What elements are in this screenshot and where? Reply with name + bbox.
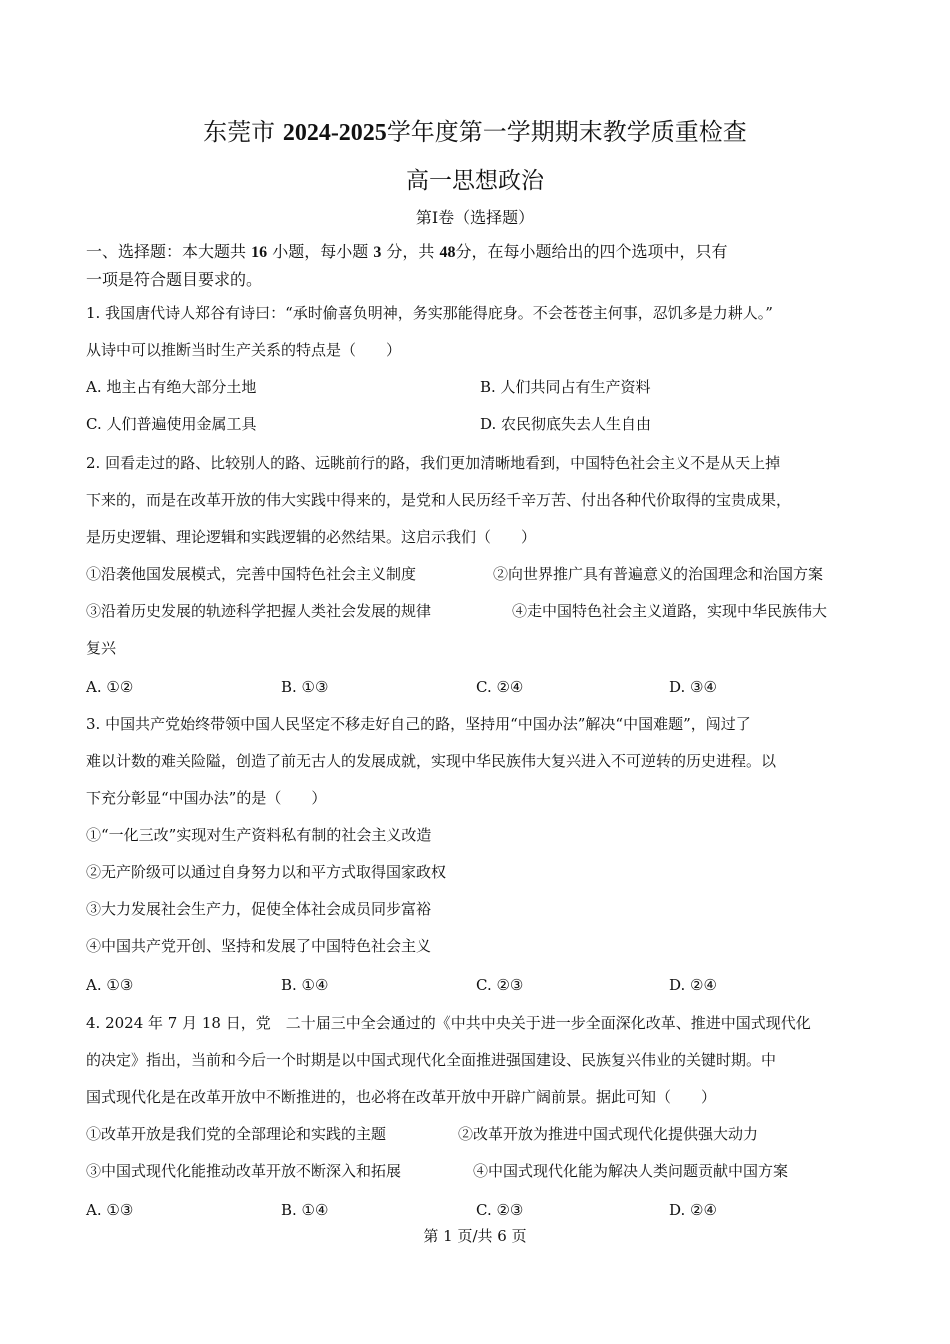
option-c: C. ②③	[476, 1201, 524, 1219]
section-text-4: 分，在每小题给出的四个选项中，只有	[455, 242, 728, 261]
question-stem-line: 2. 回看走过的路、比较别人的路、远眺前行的路，我们更加清晰地看到，中国特色社会主义不是从天上掉	[86, 454, 781, 472]
statement-3: ③大力发展社会生产力，促使全体社会成员同步富裕	[86, 900, 432, 918]
question-stem-line: 下来的，而是在改革开放的伟大实践中得来的，是党和人民历经千辛万苦、付出各种代价取得的宝贵成果，	[86, 491, 792, 509]
option-d: D. ②④	[669, 976, 717, 994]
subject-title: 高一思想政治	[406, 168, 544, 194]
question-stem-line: 国式现代化是在改革开放中不断推进的，也必将在改革开放中开辟广阔前景。据此可知（ ）	[86, 1088, 717, 1106]
total-points: 48	[439, 244, 456, 261]
option-d: D. ②④	[669, 1201, 717, 1219]
option-c: C. ②③	[476, 976, 524, 994]
option-c: C. ②④	[476, 678, 524, 696]
statement-2: ②改革开放为推进中国式现代化提供强大动力	[458, 1125, 759, 1143]
question-stem-line: 4. 2024 年 7 月 18 日，党 二十届三中全会通过的《中共中央关于进一步全面深化改革、推进中国式现代化	[86, 1014, 811, 1032]
page-number: 第 1 页/共 6 页	[423, 1227, 527, 1245]
volume-title: 第Ⅰ卷（选择题）	[415, 208, 535, 227]
statement-3: ③沿着历史发展的轨迹科学把握人类社会发展的规律	[86, 602, 432, 620]
option-a: A. ①②	[86, 678, 134, 696]
question-stem-line: 3. 中国共产党始终带领中国人民坚定不移走好自己的路，坚持用“中国办法”解决“中国难题”，闯过了	[86, 715, 751, 733]
option-b: B. 人们共同占有生产资料	[480, 378, 651, 396]
title-prefix: 东莞市	[203, 118, 276, 146]
option-b: B. ①④	[281, 1201, 329, 1219]
statement-2: ②无产阶级可以通过自身努力以和平方式取得国家政权	[86, 863, 447, 881]
section-instruction-line2: 一项是符合题目要求的。	[86, 270, 263, 289]
question-stem-line: 1. 我国唐代诗人郑谷有诗曰：“承时偷喜负明神，务实那能得庇身。不会苍苍主何事，忍饥多是力耕人。”	[86, 304, 773, 322]
option-a: A. ①③	[86, 1201, 134, 1219]
option-a: A. ①③	[86, 976, 134, 994]
statement-3: ③中国式现代化能推动改革开放不断深入和拓展	[86, 1162, 402, 1180]
section-text-2: 小题，每小题	[272, 242, 369, 261]
option-a: A. 地主占有绝大部分土地	[86, 378, 257, 396]
statement-1: ①改革开放是我们党的全部理论和实践的主题	[86, 1125, 387, 1143]
section-instruction	[86, 240, 728, 265]
option-b: B. ①③	[281, 678, 329, 696]
option-d: D. ③④	[669, 678, 717, 696]
statement-4: ④中国共产党开创、坚持和发展了中国特色社会主义	[86, 937, 432, 955]
statement-2: ②向世界推广具有普遍意义的治国理念和治国方案	[493, 565, 824, 583]
statement-1: ①沿袭他国发展模式，完善中国特色社会主义制度	[86, 565, 417, 583]
statement-4-continued: 复兴	[86, 639, 117, 657]
points-per-question: 3	[373, 244, 382, 261]
question-stem-line: 的决定》指出，当前和今后一个时期是以中国式现代化全面推进强国建设、民族复兴伟业的关键时期。中	[86, 1051, 777, 1069]
question-count: 16	[251, 244, 268, 261]
question-stem-line: 下充分彰显“中国办法”的是（ ）	[86, 789, 327, 807]
section-text-3: 分，共	[386, 242, 435, 261]
question-stem-line: 难以计数的难关险隘，创造了前无古人的发展成就，实现中华民族伟大复兴进入不可逆转的历史进程。以	[86, 752, 777, 770]
option-b: B. ①④	[281, 976, 329, 994]
question-stem-line: 从诗中可以推断当时生产关系的特点是（ ）	[86, 341, 402, 359]
title-suffix: 学年度第一学期期末教学质重检查	[386, 118, 747, 146]
exam-title	[0, 117, 950, 148]
option-d: D. 农民彻底失去人生自由	[480, 415, 652, 433]
title-year: 2024-2025	[282, 120, 387, 146]
statement-4: ④中国式现代化能为解决人类问题贡献中国方案	[473, 1162, 789, 1180]
option-c: C. 人们普遍使用金属工具	[86, 415, 257, 433]
question-stem-line: 是历史逻辑、理论逻辑和实践逻辑的必然结果。这启示我们（ ）	[86, 528, 537, 546]
statement-4: ④走中国特色社会主义道路，实现中华民族伟大	[512, 602, 828, 620]
section-text-1: 一、选择题：本大题共	[86, 242, 247, 261]
statement-1: ①“一化三改”实现对生产资料私有制的社会主义改造	[86, 826, 432, 844]
